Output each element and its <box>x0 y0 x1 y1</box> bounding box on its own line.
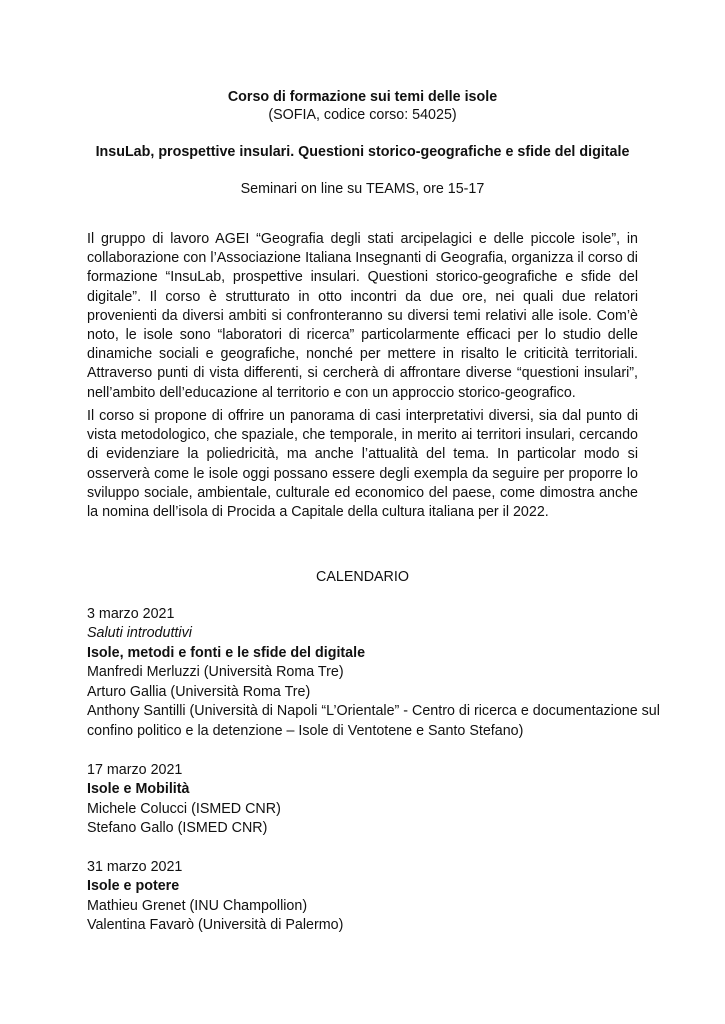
session-date: 31 marzo 2021 <box>87 859 183 875</box>
session-topic: Isole, metodi e fonti e le sfide del digitale <box>87 645 366 661</box>
session-speaker: Mathieu Grenet (INU Champollion) <box>87 898 308 914</box>
calendar-heading: CALENDARIO <box>316 569 409 585</box>
session-speaker: Arturo Gallia (Università Roma Tre) <box>87 684 311 700</box>
session-date: 3 marzo 2021 <box>87 606 175 622</box>
session-intro: Saluti introduttivi <box>87 625 192 641</box>
document-title: Corso di formazione sui temi delle isole <box>227 89 498 105</box>
session-speaker: Manfredi Merluzzi (Università Roma Tre) <box>87 664 344 680</box>
session-date: 17 marzo 2021 <box>87 762 183 778</box>
session-topic: Isole e potere <box>87 878 180 894</box>
session-speaker: confino politico e la detenzione – Isole di Ventotene e Santo Stefano) <box>87 723 524 739</box>
session-speaker: Stefano Gallo (ISMED CNR) <box>87 820 268 836</box>
document-subtitle: (SOFIA, codice corso: 54025) <box>268 107 457 123</box>
session-topic: Isole e Mobilità <box>87 781 190 797</box>
seminar-info: Seminari on line su TEAMS, ore 15-17 <box>240 181 485 197</box>
intro-paragraph-2: Il corso si propone di offrire un panorama di casi interpretativi diversi, sia dal punto di vista metodologico, che spaziale, che temporale, in merito ai territori insulari, cercando di evidenziare la poliedricità, ma anche l’attualità del tema. In particolar modo si osserverà come le isole oggi possano essere degli exempla da seguire per proporre lo sviluppo sociale, ambientale, culturale ed economico del paese, come dimostra anche la nomina dell’isola di Procida a Capitale della cultura italiana per il 2022. <box>87 408 638 521</box>
session-speaker: Anthony Santilli (Università di Napoli “L’Orientale” - Centro di ricerca e documentazione sul <box>87 703 660 719</box>
course-name: InsuLab, prospettive insulari. Questioni storico-geografiche e sfide del digitale <box>95 144 630 160</box>
intro-paragraph-1: Il gruppo di lavoro AGEI “Geografia degli stati arcipelagici e delle piccole isole”, in collaborazione con l’Associazione Italiana Insegnanti di Geografia, organizza il corso di formazione “InsuLab, prospettive insulari. Questioni storico-geografiche e sfide del digitale”. Il corso è strutturato in otto incontri da due ore, nei quali due relatori provenienti da diversi ambiti si confronteranno su diversi temi relativi alle isole. Com’è noto, le isole sono “laboratori di ricerca” particolarmente efficaci per lo studio delle dinamiche sociali e geografiche, nonché per mettere in risalto le criticità territoriali. Attraverso punti di vista differenti, si cercherà di affrontare diverse “questioni insulari”, nell’ambito dell’educazione al territorio e con un approccio storico-geografico. <box>87 231 638 401</box>
session-speaker: Valentina Favarò (Università di Palermo) <box>87 917 344 933</box>
session-speaker: Michele Colucci (ISMED CNR) <box>87 801 281 817</box>
